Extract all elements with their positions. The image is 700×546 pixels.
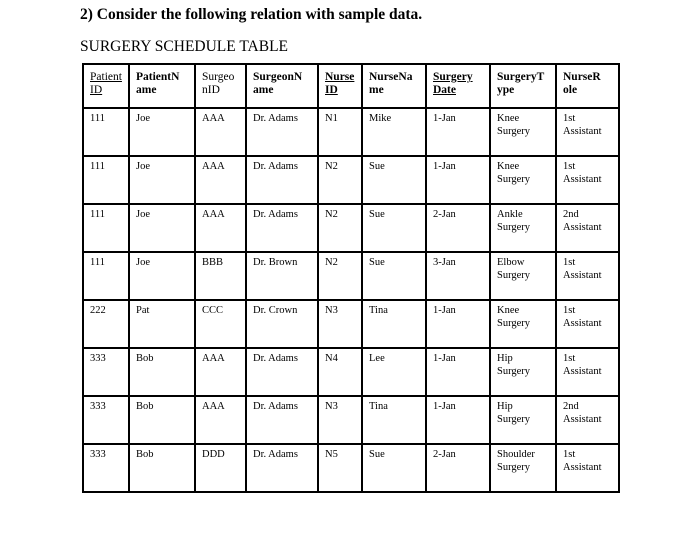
cell-surgeon-id: AAA [195, 348, 246, 396]
table-row [83, 156, 619, 204]
cell-surgery-date: 1-Jan [426, 156, 490, 204]
cell-nurse-role: 1st Assistant [556, 108, 619, 156]
table-row [83, 300, 619, 348]
column-header-nurse-role: NurseR ole [556, 64, 619, 108]
cell-patient-id: 111 [83, 108, 129, 156]
column-header-patient-name: PatientN ame [129, 64, 195, 108]
table-row [83, 348, 619, 396]
column-header-nurse-id: Nurse ID [318, 64, 362, 108]
cell-patient-name: Joe [129, 108, 195, 156]
column-header-patient-id: Patient ID [83, 64, 129, 108]
cell-nurse-name: Mike [362, 108, 426, 156]
cell-surgeon-name: Dr. Adams [246, 108, 318, 156]
cell-patient-id: 333 [83, 444, 129, 492]
column-header-surgeon-name: SurgeonN ame [246, 64, 318, 108]
cell-patient-name: Pat [129, 300, 195, 348]
cell-surgery-date: 3-Jan [426, 252, 490, 300]
column-header-surgery-type: SurgeryT ype [490, 64, 556, 108]
cell-nurse-name: Tina [362, 300, 426, 348]
cell-surgeon-name: Dr. Adams [246, 396, 318, 444]
cell-surgery-date: 2-Jan [426, 204, 490, 252]
table-row [83, 252, 619, 300]
table-row [83, 108, 619, 156]
table-row [83, 204, 619, 252]
cell-surgeon-name: Dr. Crown [246, 300, 318, 348]
cell-patient-id: 111 [83, 204, 129, 252]
cell-patient-id: 111 [83, 156, 129, 204]
cell-surgery-date: 1-Jan [426, 108, 490, 156]
cell-nurse-role: 2nd Assistant [556, 204, 619, 252]
cell-nurse-role: 2nd Assistant [556, 396, 619, 444]
cell-patient-name: Bob [129, 444, 195, 492]
cell-nurse-id: N1 [318, 108, 362, 156]
column-header-nurse-name: NurseNa me [362, 64, 426, 108]
cell-surgeon-name: Dr. Adams [246, 348, 318, 396]
table-row [83, 396, 619, 444]
cell-nurse-id: N5 [318, 444, 362, 492]
cell-surgery-type: Knee Surgery [490, 156, 556, 204]
cell-patient-name: Joe [129, 204, 195, 252]
cell-surgery-type: Hip Surgery [490, 396, 556, 444]
cell-nurse-role: 1st Assistant [556, 300, 619, 348]
cell-surgery-date: 1-Jan [426, 396, 490, 444]
cell-surgeon-id: CCC [195, 300, 246, 348]
table-title: SURGERY SCHEDULE TABLE [80, 38, 289, 55]
cell-nurse-name: Sue [362, 252, 426, 300]
cell-patient-id: 111 [83, 252, 129, 300]
cell-nurse-id: N2 [318, 156, 362, 204]
cell-surgery-type: Hip Surgery [490, 348, 556, 396]
cell-surgeon-name: Dr. Adams [246, 156, 318, 204]
cell-surgeon-id: AAA [195, 396, 246, 444]
cell-surgery-date: 2-Jan [426, 444, 490, 492]
table-row [83, 444, 619, 492]
question-heading: 2) Consider the following relation with sample data. [80, 6, 423, 23]
cell-surgeon-name: Dr. Adams [246, 204, 318, 252]
column-header-surgeon-id: Surgeo nID [195, 64, 246, 108]
cell-patient-name: Bob [129, 396, 195, 444]
cell-surgeon-id: DDD [195, 444, 246, 492]
cell-patient-name: Joe [129, 156, 195, 204]
table-body [83, 108, 619, 492]
cell-surgery-type: Ankle Surgery [490, 204, 556, 252]
cell-nurse-role: 1st Assistant [556, 252, 619, 300]
cell-nurse-name: Sue [362, 444, 426, 492]
cell-nurse-name: Lee [362, 348, 426, 396]
cell-nurse-role: 1st Assistant [556, 156, 619, 204]
surgery-schedule-table [82, 63, 620, 493]
cell-patient-id: 222 [83, 300, 129, 348]
cell-surgeon-id: AAA [195, 108, 246, 156]
cell-patient-name: Bob [129, 348, 195, 396]
cell-patient-name: Joe [129, 252, 195, 300]
column-header-surgery-date: Surgery Date [426, 64, 490, 108]
cell-nurse-id: N4 [318, 348, 362, 396]
cell-nurse-id: N3 [318, 300, 362, 348]
cell-surgery-type: Elbow Surgery [490, 252, 556, 300]
cell-surgery-type: Shoulder Surgery [490, 444, 556, 492]
cell-surgeon-name: Dr. Brown [246, 252, 318, 300]
cell-surgery-type: Knee Surgery [490, 300, 556, 348]
cell-nurse-id: N2 [318, 252, 362, 300]
cell-surgery-date: 1-Jan [426, 300, 490, 348]
cell-nurse-id: N2 [318, 204, 362, 252]
cell-nurse-id: N3 [318, 396, 362, 444]
table-header-row [83, 64, 619, 108]
cell-nurse-role: 1st Assistant [556, 444, 619, 492]
cell-patient-id: 333 [83, 348, 129, 396]
cell-surgeon-id: AAA [195, 204, 246, 252]
cell-surgery-type: Knee Surgery [490, 108, 556, 156]
cell-nurse-name: Sue [362, 156, 426, 204]
cell-nurse-name: Sue [362, 204, 426, 252]
cell-surgery-date: 1-Jan [426, 348, 490, 396]
cell-surgeon-name: Dr. Adams [246, 444, 318, 492]
cell-surgeon-id: BBB [195, 252, 246, 300]
cell-patient-id: 333 [83, 396, 129, 444]
cell-nurse-role: 1st Assistant [556, 348, 619, 396]
cell-surgeon-id: AAA [195, 156, 246, 204]
cell-nurse-name: Tina [362, 396, 426, 444]
